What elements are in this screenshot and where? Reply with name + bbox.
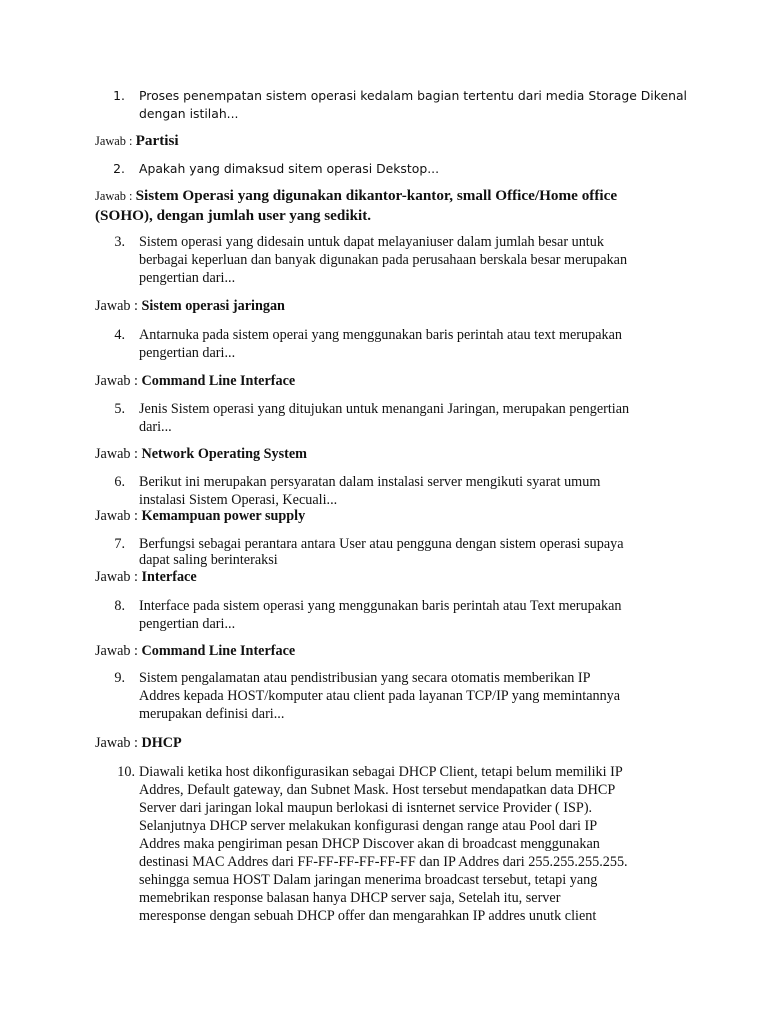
answer-3 bbox=[95, 297, 768, 315]
answer-8 bbox=[95, 642, 768, 660]
answer-label: Jawab : bbox=[95, 298, 142, 314]
answer-label: Jawab : bbox=[95, 446, 142, 462]
question-text: Proses penempatan sistem operasi kedalam bagian tertentu dari media Storage Dikenal dengan istilah... bbox=[139, 88, 687, 121]
answer-9 bbox=[95, 734, 768, 752]
answer-6 bbox=[95, 507, 768, 525]
answer-label: Jawab : bbox=[95, 508, 142, 524]
question-number: 5. bbox=[114, 401, 125, 417]
question-text: Jenis Sistem operasi yang ditujukan untuk menangani Jaringan, merupakan pengertian dari... bbox=[139, 401, 630, 435]
question-number: 9. bbox=[114, 670, 125, 686]
answer-text: Command Line Interface bbox=[141, 373, 296, 389]
question-text: Diawali ketika host dikonfigurasikan sebagai DHCP Client, tetapi belum memiliki IP Addres, Default gateway, dan Subnet Mask. Host tersebut mendapatkan data DHCP Server dari jaringan lokal maupun berlokasi di isnternet service Provider ( ISP). Selanjutnya DHCP server melakukan konfigurasi dengan range atau Pool dari IP Addres maka pengiriman pesan DHCP Discover akan di broadcast menggunakan destinasi MAC Addres dari FF-FF-FF-FF-FF-FF dan IP Addres dari 255.255.255.255. sehingga semua HOST Dalam jaringan menerima broadcast tersebut, tetapi yang memebrikan response balasan hanya DHCP server saja, Setelah itu, server meresponse dengan sebuah DHCP offer dan mengarahkan IP addres unutk client bbox=[139, 764, 628, 924]
question-number: 8. bbox=[114, 598, 125, 614]
answer-5 bbox=[95, 445, 768, 463]
answer-label: Jawab : bbox=[95, 373, 142, 389]
answer-text: Sistem operasi jaringan bbox=[141, 298, 285, 314]
answer-1 bbox=[95, 132, 768, 150]
answer-7 bbox=[95, 568, 768, 586]
answer-label: Jawab : bbox=[95, 134, 136, 148]
question-text: Berikut ini merupakan persyaratan dalam instalasi server mengikuti syarat umum instalasi Sistem Operasi, Kecuali... bbox=[139, 474, 601, 508]
question-number: 3. bbox=[114, 234, 125, 250]
question-number: 4. bbox=[114, 327, 125, 343]
answer-text-continuation: (SOHO), dengan jumlah user yang sedikit. bbox=[95, 207, 372, 224]
answer-label: Jawab : bbox=[95, 569, 142, 585]
answer-text: DHCP bbox=[141, 735, 182, 751]
question-number: 10. bbox=[117, 764, 135, 780]
answer-label: Jawab : bbox=[95, 643, 142, 659]
question-number: 6. bbox=[114, 474, 125, 490]
question-number: 7. bbox=[114, 536, 125, 552]
question-text: Interface pada sistem operasi yang menggunakan baris perintah atau Text merupakan pengertian dari... bbox=[139, 598, 622, 632]
answer-2 bbox=[95, 187, 768, 224]
answer-text: Sistem Operasi yang digunakan dikantor-kantor, small Office/Home office bbox=[135, 187, 618, 204]
question-text: Sistem operasi yang didesain untuk dapat melayaniuser dalam jumlah besar untuk berbagai keperluan dan banyak digunakan pada perusahaan berskala besar merupakan pengertian dari... bbox=[139, 234, 628, 286]
answer-text: Interface bbox=[141, 569, 197, 585]
answer-text: Command Line Interface bbox=[141, 643, 296, 659]
question-text: Antarnuka pada sistem operai yang menggunakan baris perintah atau text merupakan pengertian dari... bbox=[139, 327, 622, 361]
answer-4 bbox=[95, 372, 768, 390]
answer-label: Jawab : bbox=[95, 735, 142, 751]
answer-text: Kemampuan power supply bbox=[141, 508, 306, 524]
answer-text: Network Operating System bbox=[141, 446, 307, 462]
question-text: Berfungsi sebagai perantara antara User atau pengguna dengan sistem operasi supaya dapat saling berinteraksi bbox=[139, 536, 624, 568]
answer-text: Partisi bbox=[135, 132, 179, 149]
answer-label: Jawab : bbox=[95, 189, 136, 203]
question-text: Apakah yang dimaksud sitem operasi Dekstop... bbox=[139, 161, 440, 176]
question-number: 1. bbox=[113, 88, 125, 103]
question-text: Sistem pengalamatan atau pendistribusian yang secara otomatis memberikan IP Addres kepada HOST/komputer atau client pada layanan TCP/IP yang memintannya merupakan definisi dari... bbox=[139, 670, 621, 722]
question-number: 2. bbox=[113, 161, 125, 176]
